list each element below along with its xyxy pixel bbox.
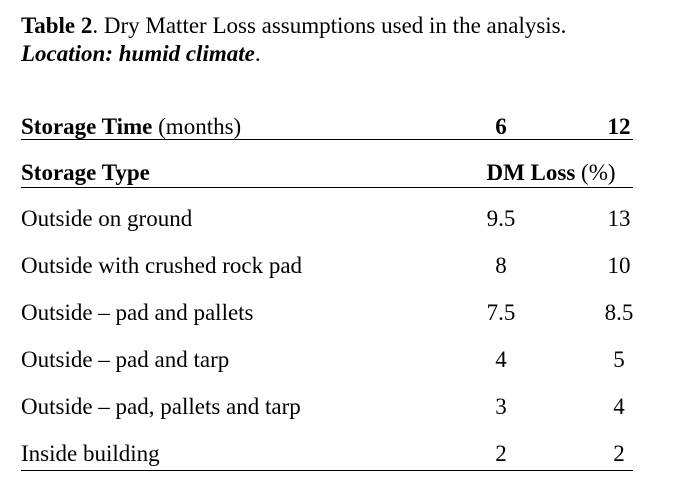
- dm-loss-cell: [451, 160, 651, 186]
- loss-6-month-cell: 4: [495, 347, 507, 372]
- storage-type-cell: Outside – pad and tarp: [21, 347, 230, 372]
- loss-6-month-cell: 2: [495, 441, 507, 466]
- loss-6-month-cell: 8: [495, 253, 507, 278]
- storage-time-header: [21, 114, 633, 154]
- storage-type-cell: Inside building: [21, 441, 160, 466]
- caption-line-2: [21, 40, 566, 68]
- table-row: [21, 300, 633, 340]
- table-caption: [21, 12, 566, 68]
- month-6-header: 6: [495, 114, 507, 139]
- location-end: .: [254, 41, 261, 66]
- header-rule: [21, 139, 633, 140]
- loss-12-month-cell: 13: [607, 206, 631, 231]
- storage-type-header: [21, 160, 633, 200]
- table-row: [21, 394, 633, 434]
- loss-12-month-cell: 10: [607, 253, 631, 278]
- storage-type-label: Storage Type: [21, 160, 150, 185]
- table-row: [21, 347, 633, 387]
- storage-type-cell: Outside with crushed rock pad: [21, 253, 303, 278]
- loss-12-month-cell: 5: [613, 347, 625, 372]
- storage-time-label: Storage Time: [21, 114, 153, 139]
- dm-loss-unit: (%): [575, 160, 616, 185]
- loss-6-month-cell: 9.5: [486, 206, 516, 231]
- table-row: [21, 253, 633, 293]
- storage-time-cell: [21, 114, 241, 140]
- loss-6-month-cell: 3: [495, 394, 507, 419]
- subheader-rule: [21, 187, 633, 188]
- loss-12-month-cell: 2: [613, 441, 625, 466]
- loss-12-month-cell: 4: [613, 394, 625, 419]
- storage-type-cell: Outside – pad, pallets and tarp: [21, 394, 301, 419]
- dm-loss-label: DM Loss: [486, 160, 576, 185]
- storage-type-cell: Outside on ground: [21, 206, 193, 231]
- loss-12-month-cell: 8.5: [604, 300, 634, 325]
- caption-line-1: [21, 12, 566, 40]
- storage-time-unit: (months): [152, 114, 242, 139]
- table-row: [21, 441, 633, 481]
- storage-type-cell: Outside – pad and pallets: [21, 300, 254, 325]
- caption-text: . Dry Matter Loss assumptions used in the analysis.: [92, 13, 567, 38]
- location-label: Location: humid climate: [21, 41, 255, 66]
- month-12-header: 12: [607, 114, 631, 139]
- table-row: [21, 206, 633, 246]
- loss-6-month-cell: 7.5: [486, 300, 516, 325]
- table-label: Table 2: [21, 13, 93, 38]
- bottom-rule: [21, 470, 633, 471]
